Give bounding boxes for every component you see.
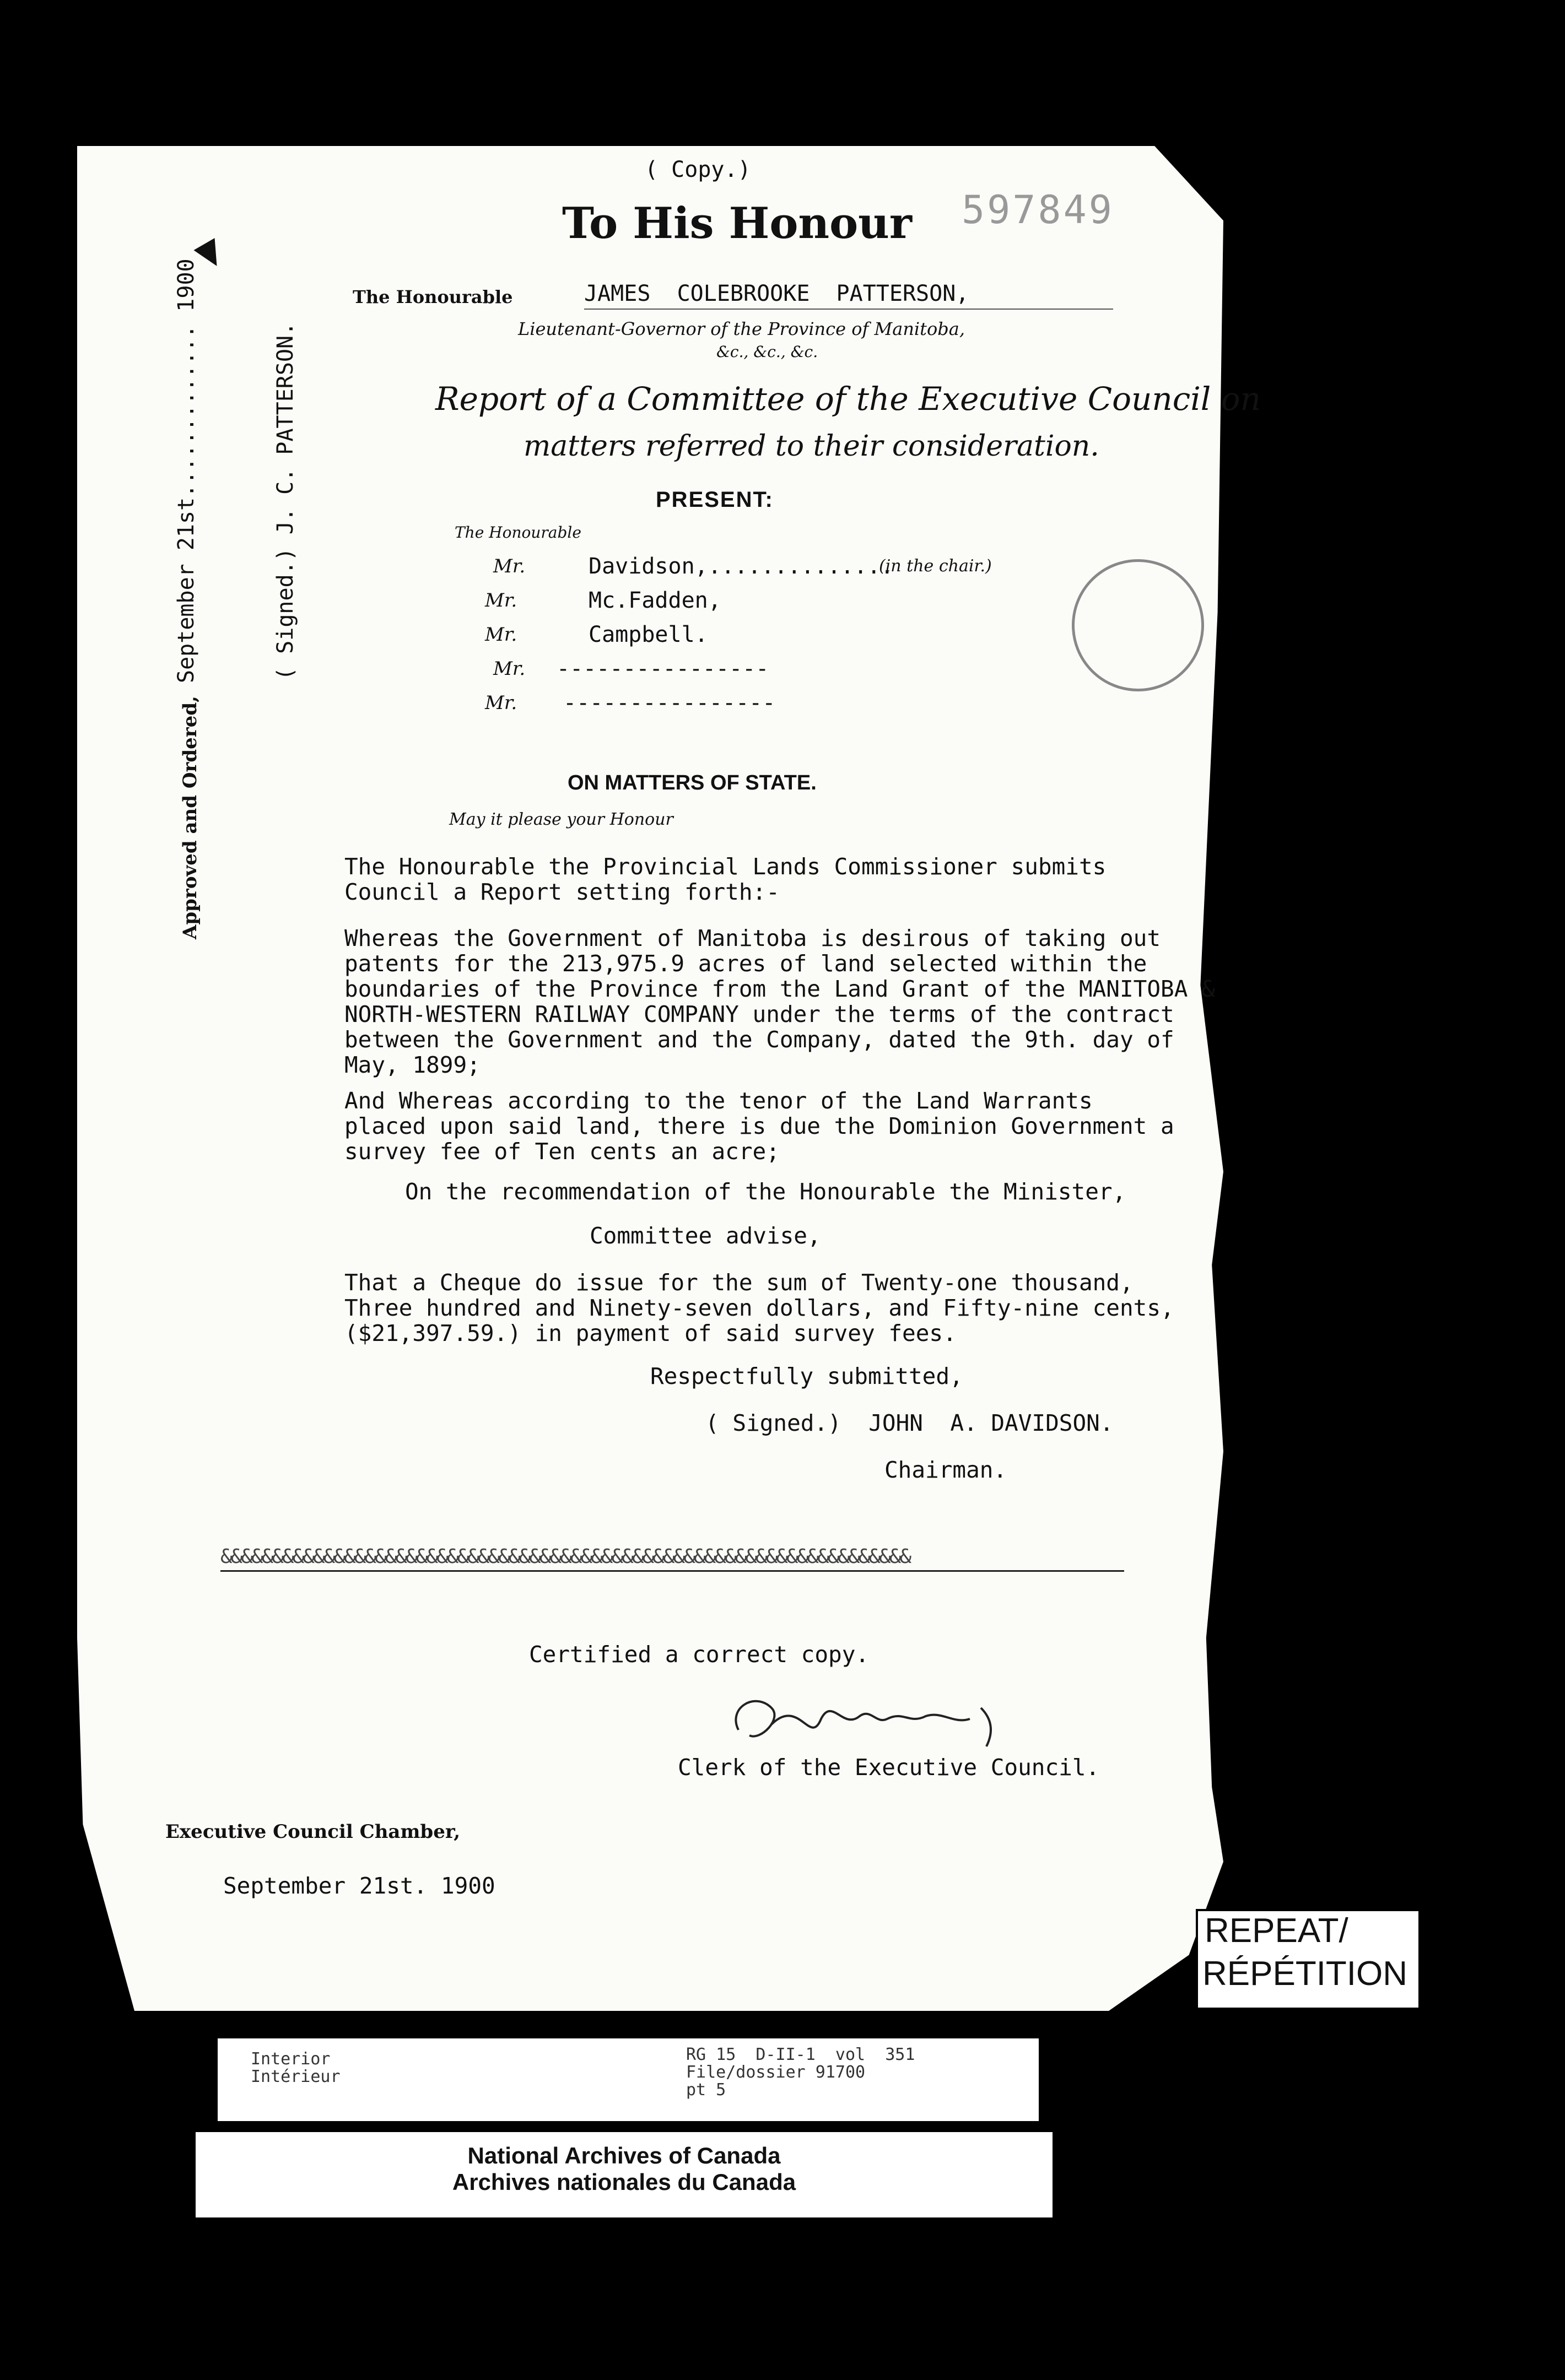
archive-reference-label [218, 2038, 1039, 2121]
repeat-stamp [1196, 1909, 1421, 2010]
report-heading-line1: Report of a Committee of the Executive Council on [435, 380, 1261, 418]
member-note: (in the chair.) [879, 556, 992, 576]
member-title: Mr. [493, 658, 526, 680]
paragraph-submission: The Honourable the Provincial Lands Commissioner submits Council a Report setting forth:- [344, 853, 1107, 905]
subject-heading: ON MATTERS OF STATE. [568, 771, 817, 794]
divider-rule [220, 1570, 1124, 1572]
member-name: Campbell. [589, 622, 708, 647]
file-number: 597849 [962, 187, 1114, 232]
member-name: Mc.Fadden, [589, 588, 721, 613]
margin-signed: ( Signed.) J. C. PATTERSON. [273, 322, 298, 680]
addressee-underline [584, 309, 1113, 310]
dept-fr: Intérieur [251, 2067, 341, 2086]
council-seal [1072, 559, 1204, 691]
chairman: Chairman. [884, 1457, 1007, 1483]
chamber-date: September 21st. 1900 [223, 1873, 495, 1899]
archives-en: National Archives of Canada [467, 2143, 781, 2168]
paragraph-cheque: That a Cheque do issue for the sum of Twenty-one thousand, Three hundred and Ninety-seven dollars, and Fifty-nine cents, ($21,397.59.) in payment of said survey fees. [344, 1269, 1174, 1346]
archives-fr: Archives nationales du Canada [452, 2169, 796, 2195]
member-title: Mr. [485, 589, 517, 612]
archives-band [196, 2132, 1053, 2217]
repetition-text: RÉPÉTITION [1202, 1955, 1408, 1993]
ampersand-divider: &&&&&&&&&&&&&&&&&&&&&&&&&&&&&&&&&&&&&&&&&&&&&&&&&&&&&&&&&&&&&&&&&&& [220, 1545, 910, 1568]
archive-ref-2: File/dossier 91700 [686, 2063, 866, 2082]
member-title: Mr. [485, 692, 517, 714]
member-name: ---------------- [557, 656, 769, 681]
paragraph-committee: Committee advise, [590, 1223, 821, 1249]
addressee-prefix: The Honourable [353, 286, 513, 307]
clerk-line: Clerk of the Executive Council. [678, 1754, 1100, 1781]
respectfully-submitted: Respectfully submitted, [650, 1363, 963, 1389]
present-prefix: The Honourable [455, 523, 581, 542]
document-page [77, 146, 1223, 2011]
report-heading-line2: matters referred to their consideration. [524, 430, 1099, 463]
addressee-name: JAMES COLEBROOKE PATTERSON, [584, 281, 969, 306]
chamber-label: Executive Council Chamber, [165, 1821, 461, 1843]
margin-date: September 21st............. 1900 [174, 258, 199, 683]
paragraph-whereas: Whereas the Government of Manitoba is desirous of taking out patents for the 213,975.9 acres of land selected within the boundaries of the Province from the Land Grant of the MANITOBA & NORTH-WESTERN RAILWAY COMPANY under the terms of the contract between the Government and the Company, dated the 9th. day of May, 1899; [344, 925, 1215, 1078]
dept-en: Interior [251, 2049, 331, 2069]
archive-ref-1: RG 15 D-II-1 vol 351 [686, 2045, 915, 2064]
paragraph-recommendation: On the recommendation of the Honourable the Minister, [405, 1178, 1126, 1205]
member-name: ---------------- [563, 690, 776, 716]
copy-label: ( Copy.) [645, 157, 751, 182]
repeat-text: REPEAT/ [1205, 1912, 1348, 1950]
signed-davidson: ( Signed.) JOHN A. DAVIDSON. [705, 1410, 1114, 1436]
archive-ref-3: pt 5 [686, 2080, 726, 2100]
certified-copy: Certified a correct copy. [529, 1641, 870, 1668]
addressee-office: Lieutenant-Governor of the Province of Manitoba, [518, 318, 965, 339]
member-name: Davidson,.............. [589, 554, 894, 579]
member-title: Mr. [493, 555, 526, 577]
addressee-etc: &c., &c., &c. [716, 343, 818, 361]
page-title: To His Honour [562, 198, 912, 248]
member-title: Mr. [485, 624, 517, 646]
present-heading: PRESENT: [656, 488, 774, 512]
salutation: May it please your Honour [449, 810, 673, 829]
paragraph-and-whereas: And Whereas according to the tenor of the Land Warrants placed upon said land, there is due the Dominion Government a survey fee of Ten cents an acre; [344, 1088, 1174, 1165]
margin-approved: Approved and Ordered, [179, 696, 201, 939]
signature-graham [722, 1686, 1030, 1757]
